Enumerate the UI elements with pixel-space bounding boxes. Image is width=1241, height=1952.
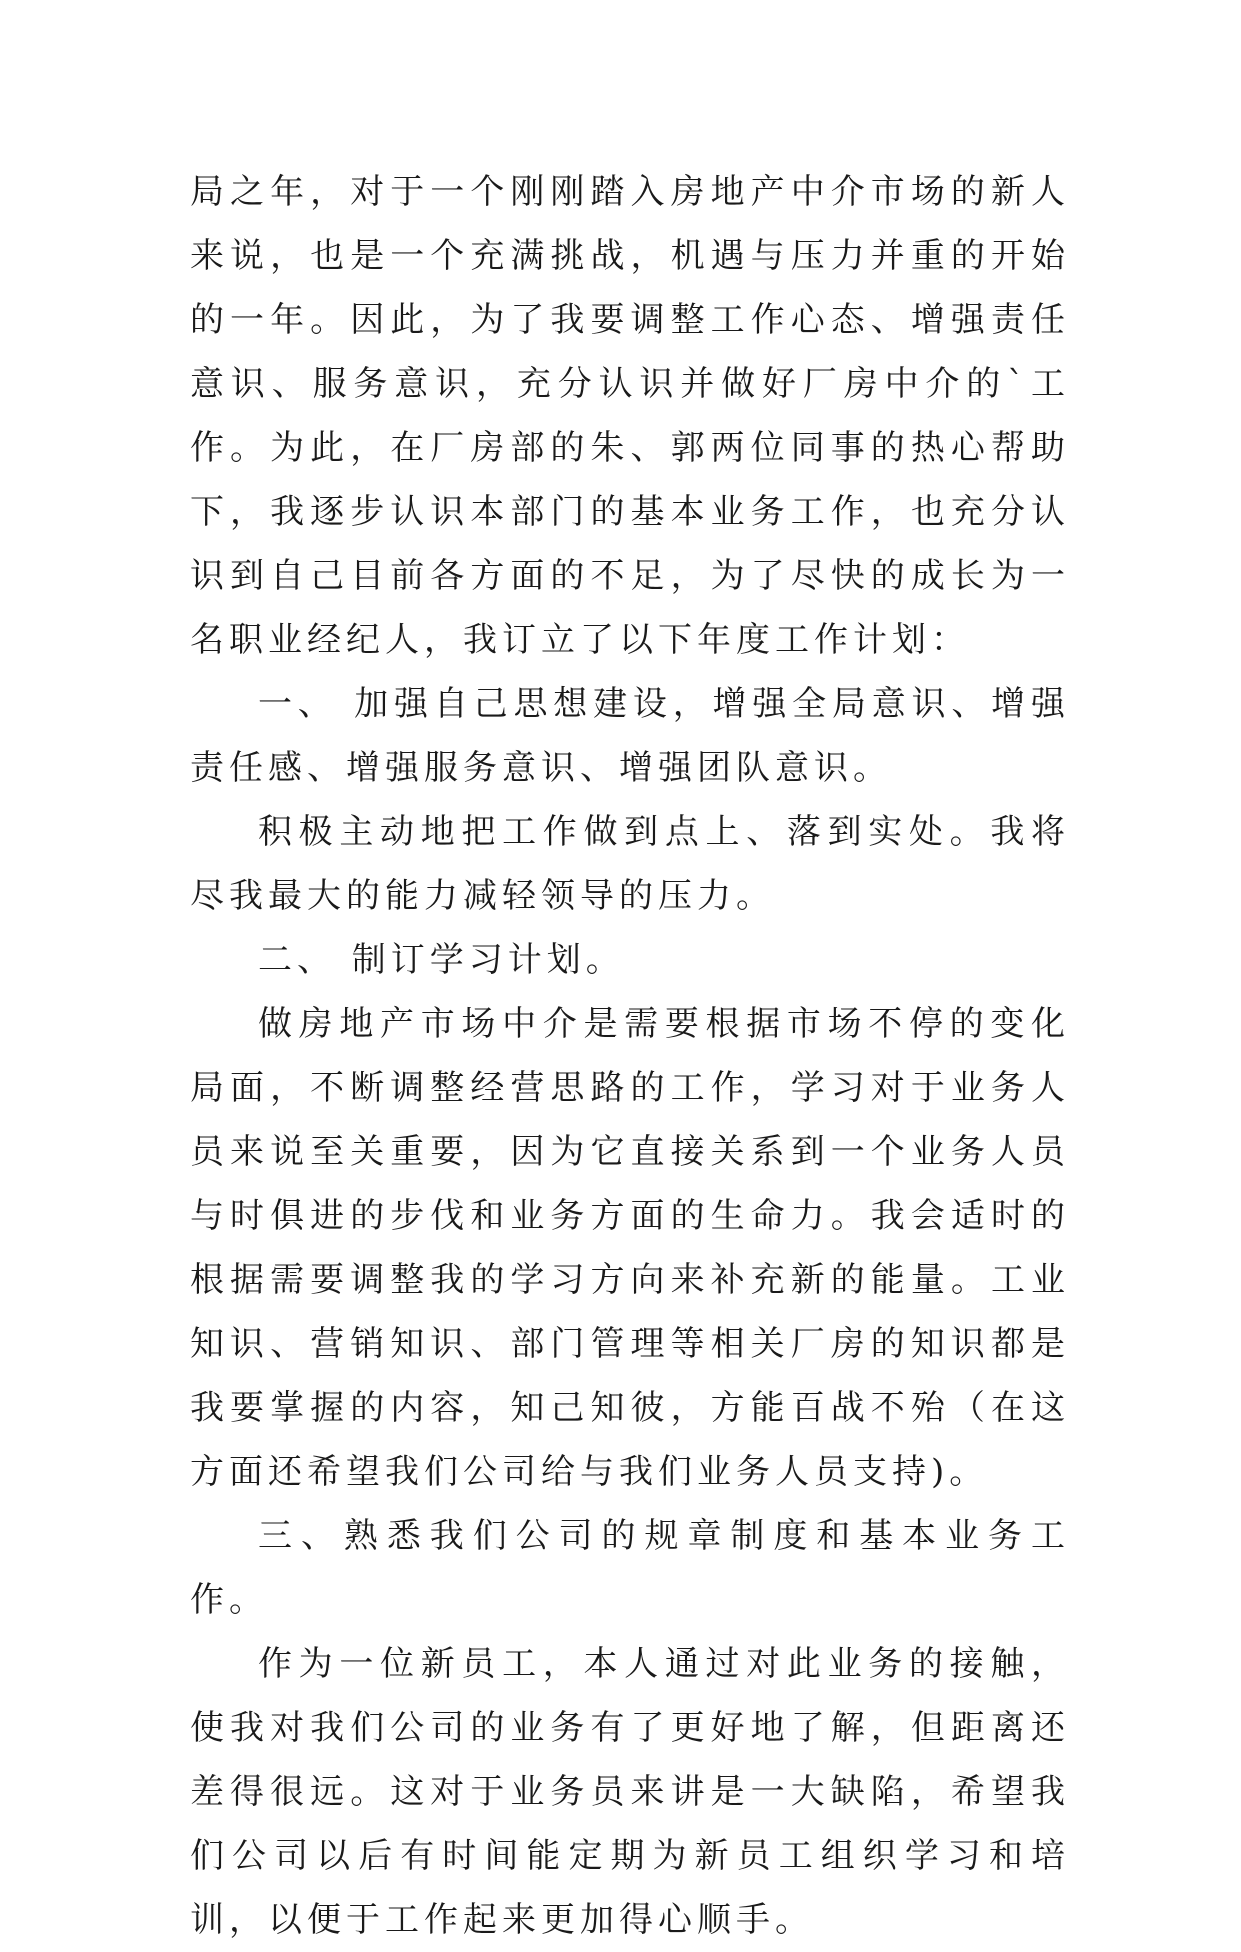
section-paragraph-2: 做房地产市场中介是需要根据市场不停的变化局面，不断调整经营思路的工作，学习对于业务人员来说至关重要，因为它直接关系到一个业务人员与时俱进的步伐和业务方面的生命力。我会适时的根据需要调整我的学习方向来补充新的能量。工业知识、营销知识、部门管理等相关厂房的知识都是我要掌握的内容，知己知彼，方能百战不殆（在这方面还希望我们公司给与我们业务人员支持)。: [190, 1004, 1070, 1492]
intro-paragraph: 局之年，对于一个刚刚踏入房地产中介市场的新人来说，也是一个充满挑战，机遇与压力并重的开始的一年。因此，为了我要调整工作心态、增强责任意识、服务意识，充分认识并做好厂房中介的`工作。为此，在厂房部的朱、郭两位同事的热心帮助下，我逐步认识本部门的基本业务工作，也充分认识到自己目前各方面的不足，为了尽快的成长为一名职业经纪人，我订立了以下年度工作计划：: [190, 172, 1070, 660]
section-paragraph-3: 作为一位新员工，本人通过对此业务的接触，使我对我们公司的业务有了更好地了解，但距离还差得很远。这对于业务员来讲是一大缺陷，希望我们公司以后有时间能定期为新员工组织学习和培训，以便于工作起来更加得心顺手。: [190, 1644, 1070, 1940]
section-heading-1: 一、 加强自己思想建设，增强全局意识、增强责任感、增强服务意识、增强团队意识。: [190, 684, 1070, 788]
document-body: [190, 160, 1070, 1952]
section-paragraph-1: 积极主动地把工作做到点上、落到实处。我将尽我最大的能力减轻领导的压力。: [190, 812, 1070, 916]
section-heading-2: 二、 制订学习计划。: [258, 940, 625, 980]
section-heading-3: 三、熟悉我们公司的规章制度和基本业务工作。: [190, 1516, 1070, 1620]
